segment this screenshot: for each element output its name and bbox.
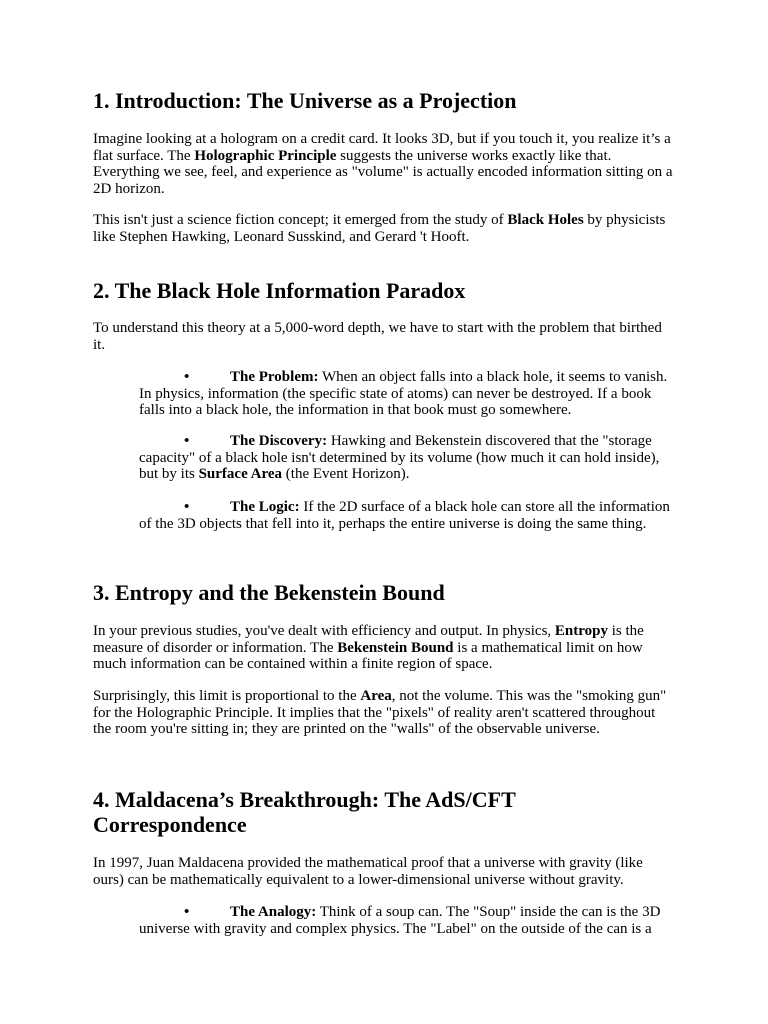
list-item-text: The Logic: If the 2D surface of a black hole can store all the information of the 3D objects that fell into it, perhaps the entire universe is doing the same thing.: [139, 499, 670, 532]
list-item-text: The Problem: When an object falls into a black hole, it seems to vanish. In physics, information (the specific state of atoms) can never be destroyed. If a book falls into a black hole, the information in that book must go somewhere.: [139, 369, 668, 419]
list-item: [93, 369, 674, 419]
section-heading: 4. Maldacena’s Breakthrough: The AdS/CFT Correspondence: [93, 787, 516, 837]
bullet-glyph: •: [184, 499, 190, 515]
list-item-text: The Analogy: Think of a soup can. The "Soup" inside the can is the 3D universe with gravity and complex physics. The "Label" on the outside of the can is a: [139, 904, 661, 937]
bold-term: The Analogy:: [230, 904, 317, 920]
bold-term: Area: [360, 688, 392, 704]
paragraph: This isn't just a science fiction concept; it emerged from the study of Black Holes by physicists like Stephen Hawking, Leonard Susskind, and Gerard 't Hooft.: [93, 212, 666, 245]
bold-term: Bekenstein Bound: [337, 639, 454, 656]
list-item: [93, 433, 674, 483]
bold-term: Entropy: [554, 623, 608, 639]
list-item-text: The Discovery: Hawking and Bekenstein discovered that the "storage capacity" of a black hole isn't determined by its volume (how much it can hold inside), but by its Surface Area (the Event Horizon).: [139, 433, 660, 483]
bullet-glyph: •: [184, 369, 190, 385]
bullet-glyph: •: [184, 904, 190, 920]
bold-term: The Discovery:: [230, 433, 328, 449]
bold-term: Black Holes: [507, 212, 584, 228]
paragraph: In your previous studies, you've dealt with efficiency and output. In physics, Entropy is the measure of disorder or information. The Bekenstein Bound is a mathematical limit on how much information can be contained within a finite region of space.: [93, 623, 644, 673]
paragraph: To understand this theory at a 5,000-word depth, we have to start with the problem that birthed it.: [93, 320, 662, 353]
bullet-glyph: •: [184, 433, 190, 449]
bold-term: The Problem:: [230, 369, 319, 385]
bold-term: Surface Area: [198, 466, 283, 483]
paragraph: Surprisingly, this limit is proportional to the Area, not the volume. This was the "smoking gun" for the Holographic Principle. It implies that the "pixels" of reality aren't scattered throughout the room you're sitting in; they are printed on the "walls" of the observable universe.: [93, 688, 667, 738]
section-heading: 2. The Black Hole Information Paradox: [93, 278, 466, 303]
bold-term: Holographic Principle: [194, 147, 337, 164]
list-item: [93, 904, 674, 937]
section-heading: 1. Introduction: The Universe as a Projection: [93, 88, 517, 113]
list-item: [93, 499, 674, 532]
bold-term: The Logic:: [230, 499, 300, 515]
paragraph: In 1997, Juan Maldacena provided the mathematical proof that a universe with gravity (like ours) can be mathematically equivalent to a lower-dimensional universe without gravity.: [93, 855, 643, 888]
paragraph: Imagine looking at a hologram on a credit card. It looks 3D, but if you touch it, you realize it’s a flat surface. The Holographic Principle suggests the universe works exactly like that. Everything we see, feel, and experience as "volume" is actually encoded information sitting on a 2D horizon.: [93, 131, 673, 197]
section-heading: 3. Entropy and the Bekenstein Bound: [93, 580, 445, 605]
